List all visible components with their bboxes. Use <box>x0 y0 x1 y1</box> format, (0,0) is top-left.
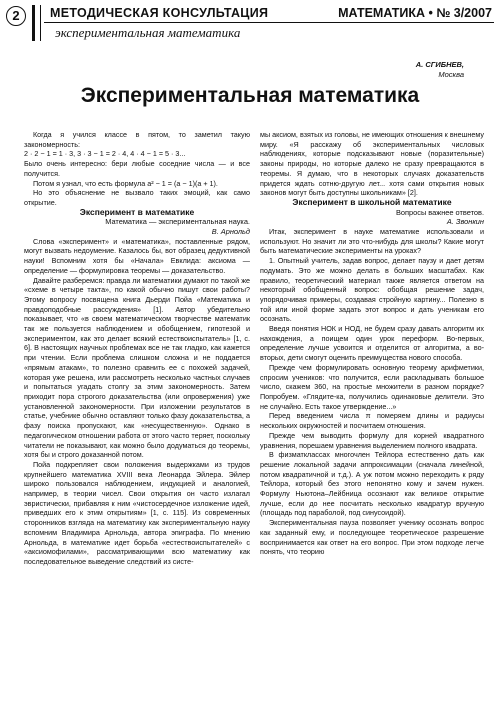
author-name: А. СГИБНЕВ, <box>415 60 464 69</box>
intro-text: Но это объяснение не вызвало таких эмоций, как само открытие. <box>24 188 250 207</box>
intro-text: Потом я узнал, что есть формула a² − 1 = (a − 1)(a + 1). <box>33 178 218 188</box>
epigraph-author: В. Арнольд <box>211 227 250 237</box>
body-paragraph: Перед введением числа π померяем длины и радиусы нескольких окружностей и посчитаем отношения. <box>260 411 484 431</box>
body-paragraph: Прежде чем формулировать основную теорему арифметики, спросим учеников: что получится, если раскладывать большое число, скажем 360, на простые множители в разном порядке? Попробуем. «Глядите-ка, получились одинаковые делители. Это не случайно. Есть такое утверждение...» <box>260 362 484 411</box>
body-paragraph: Давайте разберемся: правда ли математики думают по такой же «схеме в четыре такта», по какой обычно пишут свои работы? Этому вопросу посвящена книга Дьерди Пойа «Математика и правдоподобные рассуждения» [1]. Автор убедительно показывает, что «в своем математическом творчестве математик так же пользуется наблюдением и обобщением, гипотезой и экспериментом, как это делает всякий естествоиспытатель» [1, с. 6]. В настоящих научных проблемах все не так гладко, как кажется при чтении. Если проблема слишком сложна и не поддается «прямым атакам», то полезно сравнить ее с похожей задачей, которая уже решена, или рассмотреть несколько частных случаев и попытаться угадать столгу за этим закономерность. Затем приходит пора строгого доказательства (или опровержения) уже установленной закономерности. При изложении результатов в статье, учебнике обычно оставляют только фазу доказательства, а фазу поиска пропускают, как «несущественную». Однако в педагогическом отношении работа от этого часто теряет, поскольку читатели не показывают, как можно было додуматься до теоремы, хотя бы и строго доказанной потом. <box>24 275 250 460</box>
section-title: МЕТОДИЧЕСКАЯ КОНСУЛЬТАЦИЯ <box>50 6 269 20</box>
body-paragraph: Экспериментальная пауза позволяет ученику осознать вопрос как заданный ему, и последующее теоретическое разрешение воспринимается как ответ на его вопрос. При этом подходе легче понять, что теорию <box>260 518 484 557</box>
header-bar-thin <box>40 5 41 41</box>
body-paragraph: В физматклассах многочлен Тейлора естественно дать как решение локальной задачи аппроксимации (сначала линейной, потом квадратичной и т.д.). А уж потом можно переходить к ряду Тейлора, который без этого непонятно кому и зачем нужен. Формулу Ньютона–Лейбница осознают как великое открытие лучше, если до нее посчитать несколько квадратур вручную (площадь под параболой, под синусоидой). <box>260 450 484 518</box>
left-column <box>24 130 250 567</box>
section-subtitle: экспериментальная математика <box>55 25 241 40</box>
page-number-badge: 2 <box>6 6 26 26</box>
author-block <box>416 60 464 80</box>
body-paragraph: Прежде чем выводить формулу для корней квадратного уравнения, порешаем уравнения выделением полного квадрата. <box>260 430 484 450</box>
article-title: Экспериментальная математика <box>80 84 420 107</box>
intro-text: Было очень интересно: бери любые соседние числа — и все получится. <box>24 159 250 178</box>
header-bar <box>32 5 35 41</box>
intro-formula: 2 · 2 − 1 = 1 · 3, 3 · 3 − 1 = 2 · 4, 4 · 4 − 1 = 5 · 3... <box>24 149 186 159</box>
body-paragraph: Введя понятия НОК и НОД, не будем сразу давать алгоритм их нахождения, а поищем один урок переформ. Во-первых, определение лучше усвоится и отделится от алгоритма, а во-вторых, дети смогут оценить преимущества нового способа. <box>260 324 484 363</box>
right-column <box>260 130 484 557</box>
body-paragraph: 1. Опытный учитель, задав вопрос, делает паузу и дает детям подумать. Это же можно делать в больших масштабах. Как правило, теоретический материал также является ответом на некоторый обобщенный вопрос: обобщая решение задач, упорядочивая примеры, создавая стройную картину... Полезно в той или иной форме задать этот вопрос и дать ученикам его осознать. <box>260 256 484 324</box>
intro-text: Когда я учился классе в пятом, то заметил такую закономерность: <box>24 130 250 149</box>
magazine-issue: МАТЕМАТИКА • № 3/2007 <box>338 6 492 20</box>
body-paragraph: Пойа подкрепляет свои положения выдержками из трудов крупнейшего математика XVIII века Леонарда Эйлера. Эйлер широко пользовался наблюдением, индукцией и аналогией, например, в теории чисел. Свои открытия он часто излагал эвристически, прибавляя к ним «чистосердечное изложение идей, приведших его к этим открытиям» [1, с. 115]. Из современных сторонников взгляда на математику как экспериментальную науку вспомним Владимира Арнольда, автора эпиграфа. По мнению Арнольда, в математике идет борьба «естествоиспытателей» с «аксиомофилами», рассматривающими всю математику как последовательное выведение следствий из систе- <box>24 459 250 566</box>
epigraph-text: Математика — экспериментальная наука. <box>105 217 250 227</box>
section-heading: Эксперимент в математике <box>79 206 195 217</box>
epigraph-text: Вопросы важнее ответов. <box>395 207 484 217</box>
body-paragraph: Слова «эксперимент» и «математика», поставленные рядом, могут вызвать недоумение. Казалось бы, вот образец дедуктивной науки! Вспомним хотя бы «Начала» Евклида: аксиома — определение — формулировка теоремы — доказательство. <box>24 236 250 275</box>
body-paragraph: мы аксиом, взятых из головы, не имеющих отношения к внешнему миру. «Я расскажу об экспериментальных числовых наблюдениях, которые подсказывают новые (поразительные) законы природы, но которые далеко не сразу превращаются в теоремы. Я думаю, что в некоторых случаях доказательств придется ждать сотню-другую лет... хотя сами открытия новых законов могут быть доступны школьникам» [2]. <box>260 130 484 198</box>
author-city: Москва <box>438 70 464 79</box>
header-rule <box>44 22 494 23</box>
section-heading: Эксперимент в школьной математике <box>292 196 452 207</box>
body-paragraph: Итак, эксперимент в науке математике использовали и используют. Но значит ли это что-нибудь для школы? Какие могут быть математические эксперименты на уроках? <box>260 227 484 256</box>
epigraph-author: А. Звонкин <box>446 217 484 227</box>
